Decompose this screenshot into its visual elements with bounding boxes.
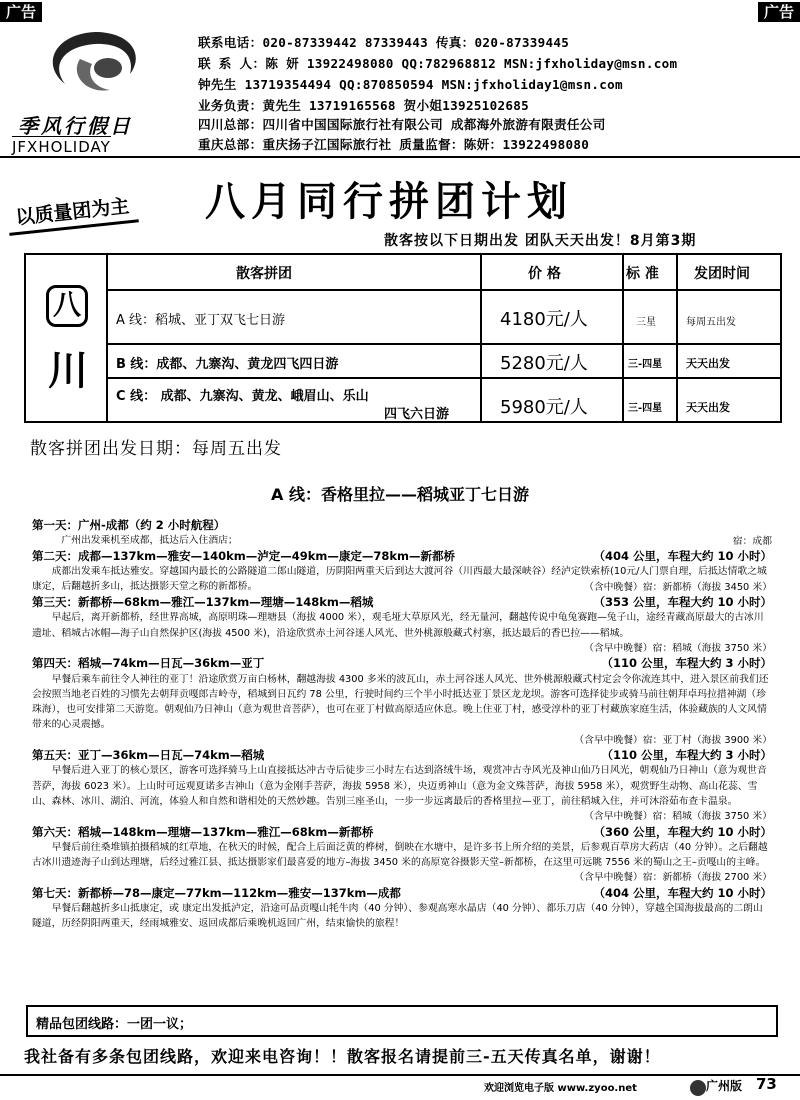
contact-line: 重庆总部：重庆扬子江国际旅行社 质量监督：陈妍：13922498080	[198, 137, 590, 152]
day-title: 第二天：成都—137km—雅安—140km—泸定—49km—康定—78km—新都桥	[32, 548, 456, 563]
website-link[interactable]: 欢迎浏览电子版 www.zyoo.net	[484, 1083, 637, 1094]
slogan: 以质量团为主	[6, 188, 139, 235]
day-meta: （含中晚餐）宿：新都桥（海拔 3450 米）	[584, 581, 772, 593]
ad-label-right: 广告	[758, 2, 800, 22]
price-cell: 5980元/人	[500, 397, 588, 418]
day-title: 第七天：新都桥—78—康定—77km—112km—雅安—137km—成都	[32, 885, 401, 900]
page-number: 73	[756, 1075, 777, 1093]
company-name-en: JFXHOLIDAY	[12, 138, 111, 156]
day-meta: （含早中晚餐）宿：亚丁村（海拔 3900 米）	[574, 734, 772, 746]
standard-cell: 三星	[636, 317, 656, 328]
day-block	[32, 595, 772, 656]
divider	[108, 343, 780, 345]
contact-line: 四川总部：四川省中国国际旅行社有限公司 成都海外旅游有限责任公司	[198, 117, 606, 132]
day-body: 广州出发乘机至成都，抵达后入住酒店；	[61, 535, 238, 547]
day-distance: （404 公里，车程大约 10 小时）	[593, 548, 772, 563]
divider	[108, 377, 780, 379]
day-body: 成都出发乘车抵达雅安。穿越国内最长的公路隧道二郎山隧道，历阴阳两重天后到达大渡河谷（川西最大最深峡谷）经泸定铁索桥(10元/人门票自理，后抵达情歌之城康定，后翻越折多山，抵达摄影天堂之称的新都桥。	[32, 566, 767, 593]
price-table	[24, 253, 782, 423]
day-distance: （110 公里，车程大约 3 小时）	[601, 748, 772, 763]
route-cell: C 线： 成都、九寨沟、黄龙、峨眉山、乐山	[116, 389, 369, 404]
day-meta: （含早中晚餐）宿：新都桥（海拔 2700 米）	[574, 872, 772, 884]
day-body: 早餐后翻越折多山抵康定，或 康定出发抵泸定，沿途可品贡嘎山牦牛肉（40 分钟）、参观高寒水晶店（40 分钟）、都乐刀店（40 分钟），穿越全国海拔最高的二朗山隧道，历经阴阳两重天，经雨城雅安、返回成都后乘晚机返回广州，结束愉快的旅程！	[32, 903, 763, 930]
day-block	[32, 549, 772, 595]
day-title: 第一天：广州-成都（约 2 小时航程）	[32, 518, 226, 532]
company-name-cn: 季风行假日	[18, 114, 133, 138]
day-title: 第四天：稻城—74km—日瓦—36km—亚丁	[32, 656, 265, 671]
bottom-bar	[0, 1074, 800, 1100]
day-distance: （353 公里，车程大约 10 小时）	[593, 595, 772, 610]
price-cell: 4180元/人	[500, 309, 588, 330]
day-body: 早餐后前往桑堆镇拍摄稻城的红草地，在秋天的时候，配合上后面泛黄的桦树，倒映在水塘中，是许多书上所介绍的美景，后参观百草房大药店（40 分钟）。之后翻越古冰川遗迹海子山到达理塘，后经过雅江县、抵达摄影家们最喜爱的地方–海拔 3450 米的高原宽谷摄影天堂–新都桥，在这里可远眺 7556 米的蜀山之王–贡嘎山的主峰。	[32, 841, 768, 869]
day-meta: 宿：成都	[732, 535, 772, 547]
route-cell: B 线：成都、九寨沟、黄龙四飞四日游	[116, 357, 339, 372]
swirl-logo-icon	[10, 24, 180, 110]
table-header: 标 准	[626, 266, 659, 282]
day-distance: （404 公里，车程大约 10 小时）	[593, 885, 772, 900]
contact-line: 联 系 人：陈 妍 13922498080 QQ:782968812 MSN:jfxholiday@msn.com	[198, 56, 678, 71]
day-title: 第五天：亚丁—36km—日瓦—74km—稻城	[32, 748, 265, 763]
route-cell: 四飞六日游	[384, 407, 450, 422]
day-body: 早餐后进入亚丁的核心景区，游客可选择骑马上山直接抵达冲古寺后徒步三小时左右达到洛绒牛场，观赏冲古寺风光及神山仙乃日风光，朝观仙乃日神山（意为观世音菩萨，海拔 6023 米）。上山时可远观夏诺多吉神山（意为金刚手菩萨，海拔 5958 米），央迈勇神山（意为金文殊菩萨，海拔 5958 米），观赏野生动物、高山花蕊、雪山、森林、冰川、湖泊、河流，体验人和自然和谐相处的天然妙趣。告别三座圣山，一步一步远离最后的香格里拉—亚丁，前往稻城入住，并可沐浴茹布查卡温泉。	[32, 765, 767, 807]
table-header: 发团时间	[694, 266, 750, 282]
schedule-heading: 散客拼团出发日期：每周五出发	[30, 439, 282, 459]
route-title: A 线：香格里拉——稻城亚丁七日游	[271, 485, 529, 504]
region-cell	[26, 255, 108, 421]
day-block	[32, 825, 772, 886]
company-logo	[10, 24, 180, 154]
contact-line: 业务负责：黄先生 13719165568 贺小姐13925102685	[198, 98, 530, 113]
itinerary	[32, 518, 772, 932]
table-header: 价 格	[528, 266, 561, 282]
standard-cell: 三-四星	[628, 359, 663, 370]
edition-label: 广州版	[706, 1079, 743, 1093]
departure-cell: 每周五出发	[686, 317, 736, 328]
day-distance: （110 公里，车程大约 3 小时）	[601, 656, 772, 671]
day-distance: （360 公里，车程大约 10 小时）	[593, 824, 772, 839]
divider	[676, 255, 678, 421]
day-title: 第六天：稻城—148km—理塘—137km—雅江—68km—新都桥	[32, 824, 374, 839]
day-body: 早餐后乘车前往令人神往的亚丁！沿途欣赏万亩白杨林，翻越海拔 4300 多米的波瓦山，赤土河谷迷人风光、世外桃源般藏式村定会令你流连其中，进入景区前我们还会按照当地老百姓的习惯先去朝拜贡嘎郎吉岭寺，稻城到日瓦约 78 公里，行驶时间约三个半小时抵达亚丁景区龙龙坝。游客可选择徒步或骑马前往朝拜卓玛拉措神湖（珍珠海），也可安排第二天游览。朝观仙乃日神山（意为观世音菩萨），也可在亚丁村做高原适应休息。晚上住亚丁村，感受淳朴的亚丁村藏族家庭生活，体验藏族的人文风情带来的心灵震撼。	[32, 673, 769, 731]
divider	[622, 255, 624, 421]
ad-label-left: 广告	[0, 2, 42, 22]
day-block	[32, 886, 772, 932]
divider	[108, 289, 780, 291]
day-block	[32, 656, 772, 748]
route-cell: A 线：稻城、亚丁双飞七日游	[116, 313, 286, 328]
day-block	[32, 518, 772, 549]
badge-icon	[690, 1080, 706, 1096]
package-line: 精品包团线路：一团一议；	[26, 1005, 778, 1037]
day-meta: （含早中晚餐）宿：稻城（海拔 3750 米）	[584, 811, 772, 823]
divider	[0, 156, 800, 158]
price-cell: 5280元/人	[500, 353, 588, 374]
page-subtitle: 散客按以下日期出发 团队天天出发！8月第3期	[384, 233, 697, 249]
departure-cell: 天天出发	[686, 357, 730, 370]
day-title: 第三天：新都桥—68km—雅江—137km—理塘—148km—稻城	[32, 595, 374, 610]
region-char: 八	[46, 285, 88, 327]
region-char: 川	[48, 348, 88, 394]
day-meta: （含早中晚餐）宿：稻城（海拔 3750 米）	[584, 642, 772, 654]
day-body: 早起后，离开新都桥，经世界高城，高原明珠—理塘县（海拔 4000 米），观毛垭大草原风光，经无量河，翻越传说中龟兔赛跑—兔子山，途经青藏高原最大的古冰川遗址、稻城古冰帽—海子山自然保护区(海拔 4500 米)，沿途欣赏赤土河谷迷人风光、世外桃源般藏式村寨，抵达最后的香巴拉——稻城。	[32, 612, 764, 639]
day-block	[32, 748, 772, 824]
table-header: 散客拼团	[236, 266, 292, 282]
contact-line: 联系电话：020-87339442 87339443 传真：020-87339445	[198, 35, 570, 50]
departure-cell: 天天出发	[686, 401, 730, 414]
page-title: 八月同行拼团计划	[205, 178, 573, 225]
footer-message: 我社备有多条包团线路，欢迎来电咨询！！散客报名请提前三-五天传真名单，谢谢！	[24, 1047, 661, 1066]
contact-line: 钟先生 13719354494 QQ:870850594 MSN:jfxholiday1@msn.com	[198, 77, 623, 92]
standard-cell: 三-四星	[628, 403, 663, 414]
divider	[480, 255, 482, 421]
